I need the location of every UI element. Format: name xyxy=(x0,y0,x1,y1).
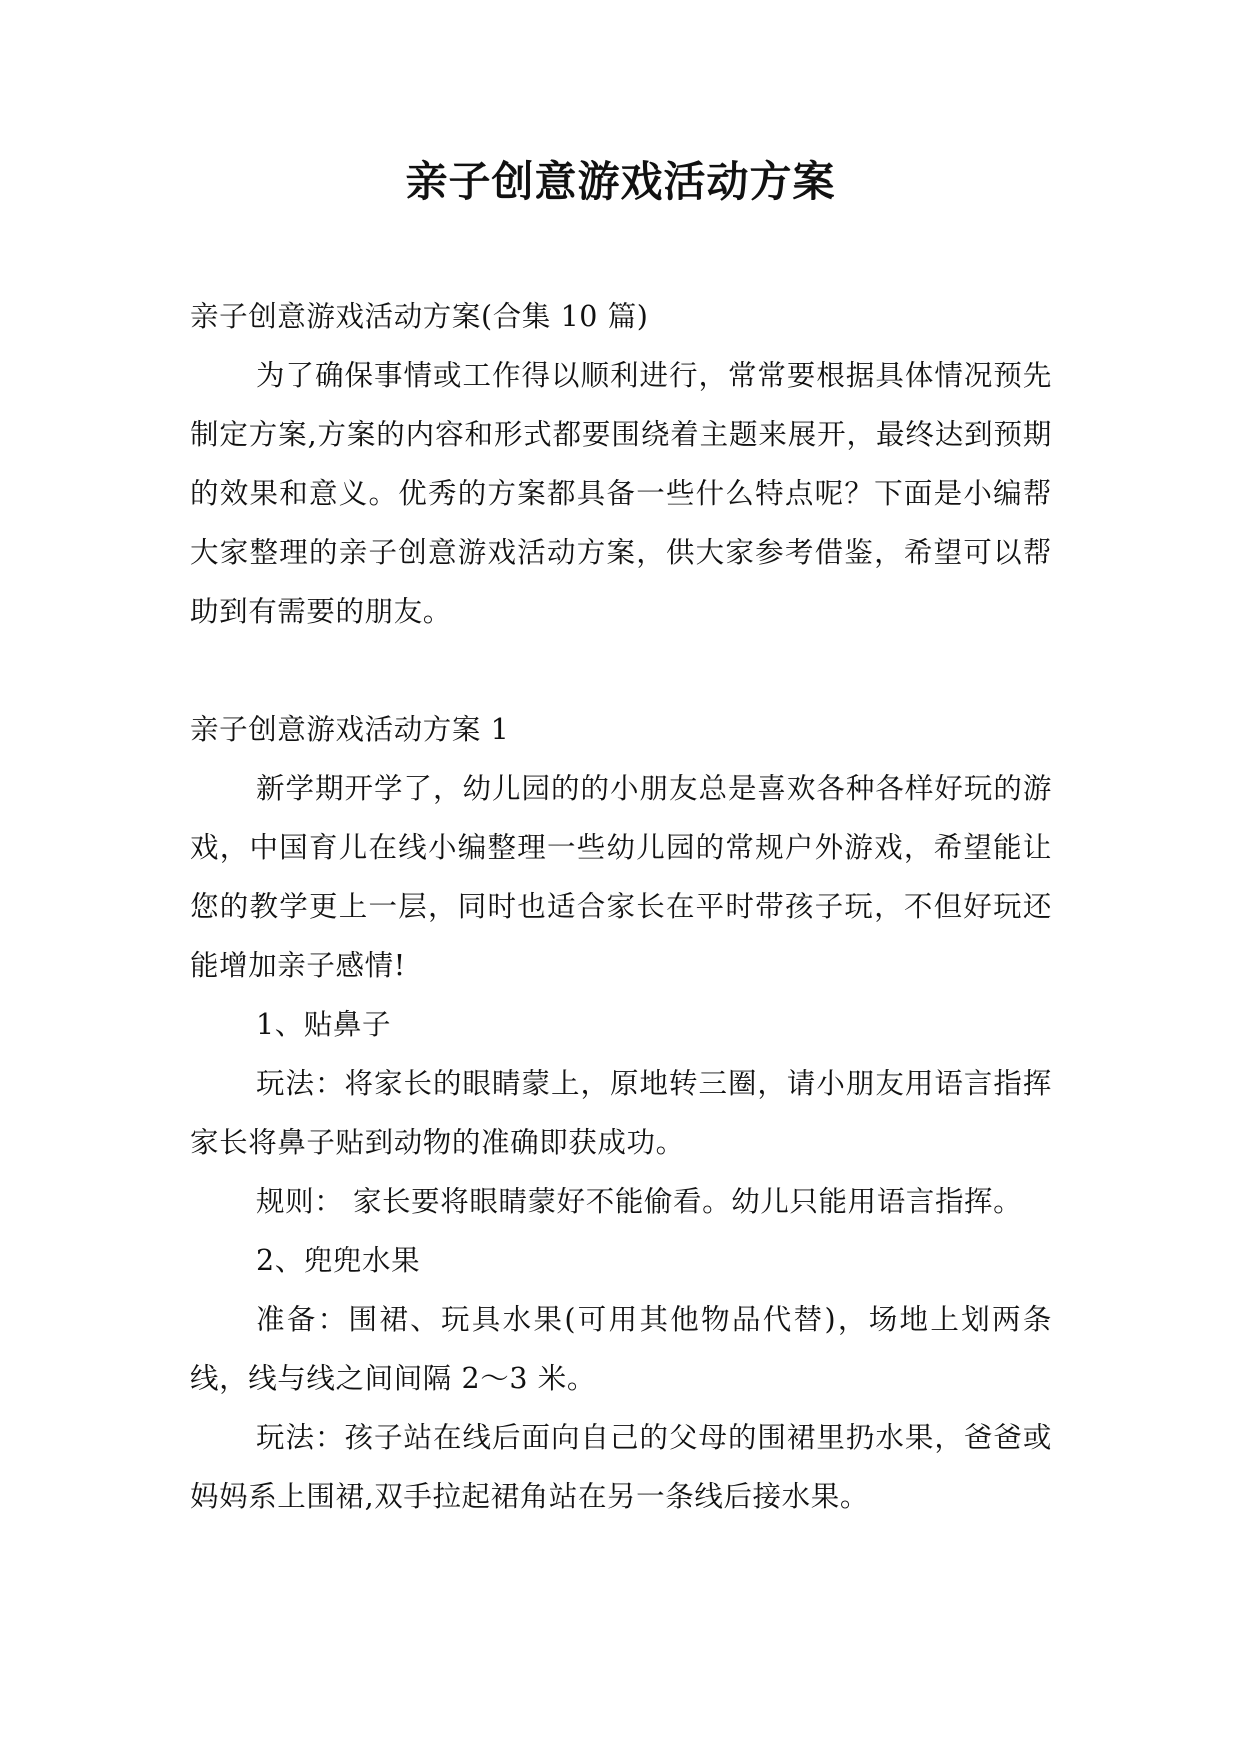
game2-prep-paragraph: 准备：围裙、玩具水果(可用其他物品代替)，场地上划两条线，线与线之间间隔 2～3 米。 xyxy=(190,1303,1052,1395)
game2-play-paragraph: 玩法：孩子站在线后面向自己的父母的围裙里扔水果，爸爸或妈妈系上围裙,双手拉起裙角站在另一条线后接水果。 xyxy=(190,1421,1052,1513)
spacer xyxy=(190,641,1052,700)
game1-rules-paragraph: 规则： 家长要将眼睛蒙好不能偷看。幼儿只能用语言指挥。 xyxy=(256,1185,1023,1218)
intro-paragraph: 为了确保事情或工作得以顺利进行，常常要根据具体情况预先制定方案,方案的内容和形式都要围绕着主题来展开，最终达到预期的效果和意义。优秀的方案都具备一些什么特点呢？下面是小编帮大家整理的亲子创意游戏活动方案，供大家参考借鉴，希望可以帮助到有需要的朋友。 xyxy=(190,359,1052,628)
document-subtitle: 亲子创意游戏活动方案(合集 10 篇) xyxy=(190,300,649,333)
document-body xyxy=(190,287,1052,1526)
section-heading: 亲子创意游戏活动方案 1 xyxy=(190,713,510,746)
section-intro-paragraph: 新学期开学了，幼儿园的的小朋友总是喜欢各种各样好玩的游戏，中国育儿在线小编整理一些幼儿园的常规户外游戏，希望能让您的教学更上一层，同时也适合家长在平时带孩子玩，不但好玩还能增加亲子感情! xyxy=(190,772,1052,982)
document-title: 亲子创意游戏活动方案 xyxy=(405,157,836,206)
game1-title: 1、贴鼻子 xyxy=(256,1008,392,1041)
game1-play-paragraph: 玩法：将家长的眼睛蒙上，原地转三圈，请小朋友用语言指挥家长将鼻子贴到动物的准确即获成功。 xyxy=(190,1067,1052,1159)
game2-title: 2、兜兜水果 xyxy=(256,1244,421,1277)
